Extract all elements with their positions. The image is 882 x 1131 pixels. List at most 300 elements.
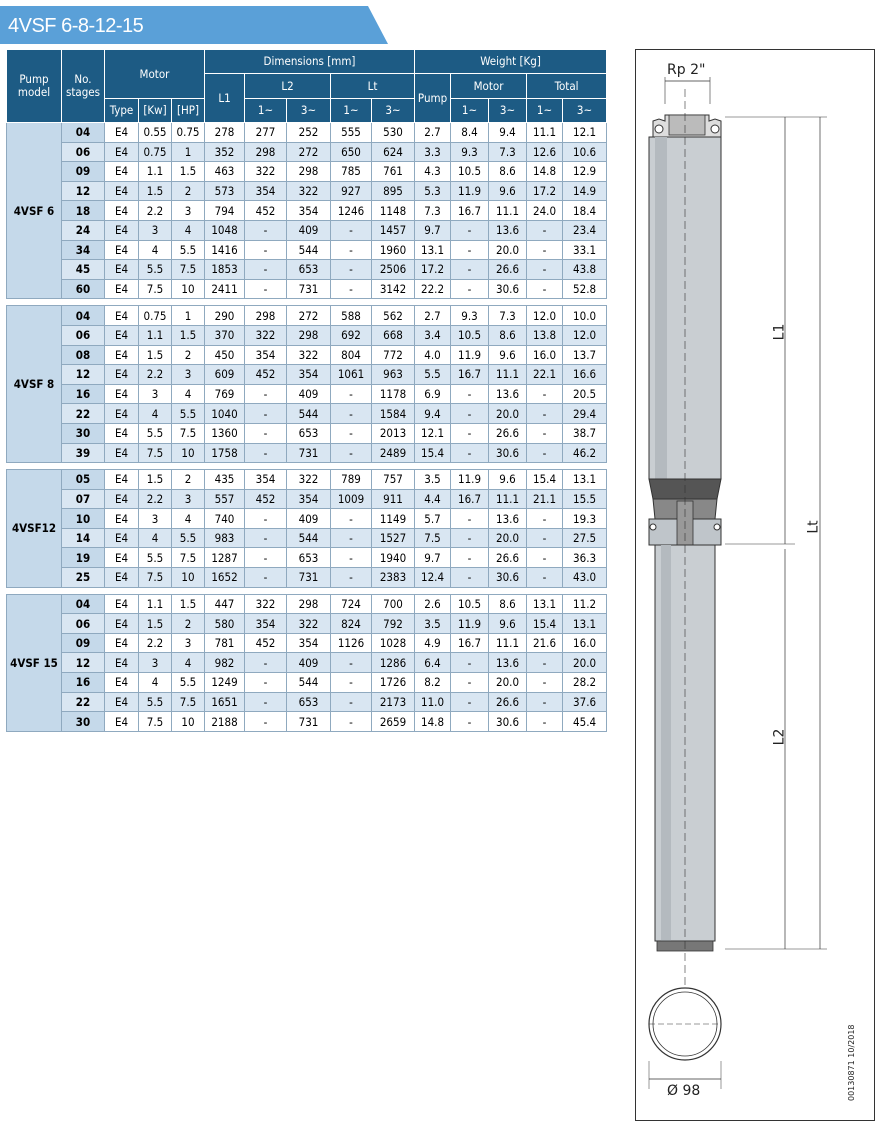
table-cell: - [245, 443, 287, 463]
header-total: Total [527, 74, 607, 99]
table-row [7, 423, 607, 443]
table-cell: 4 [139, 404, 172, 424]
table-cell: 298 [287, 162, 331, 182]
table-cell: - [331, 279, 372, 299]
pump-model-cell: 4VSF 15 [7, 594, 62, 731]
pump-model-cell: 4VSF12 [7, 470, 62, 588]
table-cell: - [245, 673, 287, 693]
table-cell: 983 [205, 528, 245, 548]
table-cell: 653 [287, 260, 331, 280]
table-cell: 10.5 [451, 325, 489, 345]
table-cell: 7.5 [172, 260, 205, 280]
table-cell: 1048 [205, 220, 245, 240]
stages-cell: 30 [62, 423, 105, 443]
table-cell: 16.7 [451, 633, 489, 653]
table-cell: 3 [139, 653, 172, 673]
table-cell: 1149 [372, 509, 415, 529]
table-cell: 8.6 [489, 325, 527, 345]
table-cell: E4 [105, 365, 139, 385]
table-cell: 16.6 [563, 365, 607, 385]
table-cell: 19.3 [563, 509, 607, 529]
table-cell: 13.6 [489, 384, 527, 404]
table-cell: 1527 [372, 528, 415, 548]
table-cell: 13.6 [489, 220, 527, 240]
table-cell: 45.4 [563, 712, 607, 732]
table-row [7, 345, 607, 365]
table-cell: 322 [287, 181, 331, 201]
table-cell: 4.9 [415, 633, 451, 653]
header-motor: Motor [105, 50, 205, 99]
table-cell: - [331, 548, 372, 568]
stages-cell: 04 [62, 123, 105, 143]
table-cell: 804 [331, 345, 372, 365]
table-cell: - [331, 443, 372, 463]
stages-cell: 09 [62, 633, 105, 653]
table-cell: 692 [331, 325, 372, 345]
table-cell: - [527, 443, 563, 463]
stages-cell: 45 [62, 260, 105, 280]
table-cell: 2 [172, 470, 205, 490]
separator-cell [7, 299, 607, 306]
table-cell: - [245, 548, 287, 568]
table-cell: 5.5 [139, 692, 172, 712]
table-cell: 354 [287, 365, 331, 385]
table-row [7, 384, 607, 404]
l2-label: L2 [771, 728, 788, 746]
header-dimensions: Dimensions [mm] [205, 50, 415, 74]
table-cell: 298 [245, 142, 287, 162]
table-cell: 10.6 [563, 142, 607, 162]
table-cell: 11.0 [415, 692, 451, 712]
table-cell: 26.6 [489, 692, 527, 712]
table-cell: 1028 [372, 633, 415, 653]
table-cell: 5.5 [172, 673, 205, 693]
stages-cell: 06 [62, 614, 105, 634]
table-row [7, 162, 607, 182]
table-cell: 580 [205, 614, 245, 634]
table-cell: 29.4 [563, 404, 607, 424]
table-cell: 13.1 [527, 594, 563, 614]
table-cell: 5.5 [172, 404, 205, 424]
table-cell: 43.8 [563, 260, 607, 280]
table-cell: 322 [287, 470, 331, 490]
header-l2-1ph: 1~ [245, 99, 287, 123]
table-cell: E4 [105, 692, 139, 712]
table-cell: 9.6 [489, 345, 527, 365]
table-cell: 30.6 [489, 568, 527, 588]
specification-table [6, 49, 607, 732]
table-header [7, 50, 607, 123]
table-cell: 3 [172, 633, 205, 653]
table-cell: E4 [105, 345, 139, 365]
stages-cell: 05 [62, 470, 105, 490]
table-cell: 13.1 [563, 614, 607, 634]
l1-label: L1 [771, 323, 788, 341]
stages-cell: 39 [62, 443, 105, 463]
table-cell: - [451, 692, 489, 712]
table-cell: 792 [372, 614, 415, 634]
table-cell: 2013 [372, 423, 415, 443]
table-cell: 354 [245, 470, 287, 490]
table-row [7, 181, 607, 201]
stages-cell: 08 [62, 345, 105, 365]
table-cell: 1287 [205, 548, 245, 568]
header-l2: L2 [245, 74, 331, 99]
table-cell: 2506 [372, 260, 415, 280]
table-cell: - [527, 509, 563, 529]
table-cell: E4 [105, 404, 139, 424]
table-cell: E4 [105, 325, 139, 345]
table-cell: 15.4 [527, 614, 563, 634]
table-cell: 0.55 [139, 123, 172, 143]
stages-cell: 12 [62, 181, 105, 201]
table-cell: 1 [172, 142, 205, 162]
stages-cell: 07 [62, 489, 105, 509]
table-cell: E4 [105, 220, 139, 240]
pump-model-cell: 4VSF 8 [7, 306, 62, 463]
table-cell: 13.1 [415, 240, 451, 260]
table-cell: 927 [331, 181, 372, 201]
stages-cell: 60 [62, 279, 105, 299]
table-cell: 2.2 [139, 489, 172, 509]
table-cell: 15.5 [563, 489, 607, 509]
table-cell: 11.1 [489, 633, 527, 653]
header-kw: [Kw] [139, 99, 172, 123]
table-cell: 30.6 [489, 712, 527, 732]
table-cell: 26.6 [489, 548, 527, 568]
table-cell: 573 [205, 181, 245, 201]
table-cell: - [245, 260, 287, 280]
table-cell: 3.4 [415, 325, 451, 345]
table-cell: - [527, 404, 563, 424]
table-cell: 1178 [372, 384, 415, 404]
table-cell: 18.4 [563, 201, 607, 221]
table-cell: 1286 [372, 653, 415, 673]
table-cell: 624 [372, 142, 415, 162]
table-cell: 36.3 [563, 548, 607, 568]
table-cell: 12.1 [563, 123, 607, 143]
table-cell: 530 [372, 123, 415, 143]
table-cell: 9.3 [451, 306, 489, 326]
table-cell: 1.1 [139, 162, 172, 182]
table-cell: 1040 [205, 404, 245, 424]
table-cell: 13.6 [489, 509, 527, 529]
table-cell: 9.7 [415, 548, 451, 568]
table-cell: - [451, 404, 489, 424]
table-cell: 272 [287, 142, 331, 162]
rp-label: Rp 2" [667, 62, 706, 78]
group-separator [7, 587, 607, 594]
table-cell: 9.3 [451, 142, 489, 162]
table-cell: - [331, 568, 372, 588]
table-cell: 354 [245, 181, 287, 201]
table-cell: 1.5 [172, 325, 205, 345]
table-cell: E4 [105, 614, 139, 634]
table-cell: 11.2 [563, 594, 607, 614]
lt-label: Lt [805, 520, 822, 534]
table-cell: 609 [205, 365, 245, 385]
table-cell: 3 [139, 509, 172, 529]
table-cell: - [245, 568, 287, 588]
table-cell: 354 [245, 345, 287, 365]
table-cell: - [527, 384, 563, 404]
table-cell: 5.5 [415, 365, 451, 385]
table-cell: 8.6 [489, 594, 527, 614]
table-cell: 731 [287, 279, 331, 299]
separator-cell [7, 463, 607, 470]
table-cell: 2.7 [415, 306, 451, 326]
table-cell: 653 [287, 692, 331, 712]
table-cell: 13.7 [563, 345, 607, 365]
header-type: Type [105, 99, 139, 123]
table-row [7, 594, 607, 614]
stages-cell: 04 [62, 306, 105, 326]
table-cell: 30.6 [489, 443, 527, 463]
stages-cell: 22 [62, 404, 105, 424]
table-cell: 544 [287, 528, 331, 548]
table-cell: 8.4 [451, 123, 489, 143]
table-cell: 20.0 [489, 673, 527, 693]
table-cell: 20.0 [489, 404, 527, 424]
table-cell: - [451, 509, 489, 529]
table-cell: 409 [287, 509, 331, 529]
table-cell: 30.6 [489, 279, 527, 299]
table-cell: - [331, 528, 372, 548]
table-cell: 463 [205, 162, 245, 182]
table-cell: - [451, 548, 489, 568]
table-cell: 911 [372, 489, 415, 509]
table-cell: 10 [172, 443, 205, 463]
table-cell: - [331, 712, 372, 732]
table-cell: 7.5 [172, 548, 205, 568]
table-cell: 781 [205, 633, 245, 653]
table-cell: - [527, 712, 563, 732]
page-title: 4VSF 6-8-12-15 [8, 15, 144, 37]
table-cell: - [331, 509, 372, 529]
table-cell: 1246 [331, 201, 372, 221]
table-cell: 9.7 [415, 220, 451, 240]
table-cell: 4.0 [415, 345, 451, 365]
table-cell: 3 [139, 384, 172, 404]
table-cell: 452 [245, 201, 287, 221]
table-cell: - [451, 443, 489, 463]
table-row [7, 142, 607, 162]
table-cell: 11.1 [489, 201, 527, 221]
table-cell: 12.0 [563, 325, 607, 345]
table-cell: 3.5 [415, 614, 451, 634]
table-cell: - [451, 220, 489, 240]
table-cell: 12.0 [527, 306, 563, 326]
table-cell: 9.4 [415, 404, 451, 424]
table-cell: 4 [172, 509, 205, 529]
stages-cell: 12 [62, 653, 105, 673]
table-cell: 10.5 [451, 594, 489, 614]
table-cell: - [245, 509, 287, 529]
table-cell: 16.7 [451, 365, 489, 385]
stages-cell: 06 [62, 142, 105, 162]
header-pump: Pump [415, 74, 451, 123]
table-cell: 3 [139, 220, 172, 240]
stages-cell: 04 [62, 594, 105, 614]
table-cell: 2 [172, 181, 205, 201]
header-lt-3ph: 3~ [372, 99, 415, 123]
stages-cell: 25 [62, 568, 105, 588]
table-cell: 1651 [205, 692, 245, 712]
table-row [7, 633, 607, 653]
table-cell: 731 [287, 568, 331, 588]
table-cell: 789 [331, 470, 372, 490]
table-cell: 2.6 [415, 594, 451, 614]
table-cell: E4 [105, 633, 139, 653]
table-cell: 7.5 [415, 528, 451, 548]
table-cell: 10.5 [451, 162, 489, 182]
table-cell: 963 [372, 365, 415, 385]
table-cell: 9.6 [489, 614, 527, 634]
table-cell: 2188 [205, 712, 245, 732]
table-cell: 13.6 [489, 653, 527, 673]
table-row [7, 365, 607, 385]
table-cell: 252 [287, 123, 331, 143]
table-cell: 20.0 [563, 653, 607, 673]
table-cell: 9.6 [489, 181, 527, 201]
table-cell: - [245, 712, 287, 732]
table-cell: 1940 [372, 548, 415, 568]
table-cell: 555 [331, 123, 372, 143]
header-l1: L1 [205, 74, 245, 123]
table-cell: - [245, 528, 287, 548]
table-cell: 20.0 [489, 240, 527, 260]
table-cell: 1009 [331, 489, 372, 509]
table-cell: 7.5 [139, 279, 172, 299]
table-cell: 23.4 [563, 220, 607, 240]
table-cell: 1360 [205, 423, 245, 443]
table-cell: 557 [205, 489, 245, 509]
table-cell: 740 [205, 509, 245, 529]
table-cell: 17.2 [415, 260, 451, 280]
pump-drawing [635, 49, 875, 1121]
table-cell: - [527, 653, 563, 673]
group-separator [7, 299, 607, 306]
table-cell: - [331, 220, 372, 240]
table-cell: 9.4 [489, 123, 527, 143]
table-cell: 43.0 [563, 568, 607, 588]
table-cell: 6.9 [415, 384, 451, 404]
table-cell: 1.5 [139, 470, 172, 490]
table-cell: 653 [287, 423, 331, 443]
table-row [7, 240, 607, 260]
table-cell: 447 [205, 594, 245, 614]
header-no-stages: No. stages [62, 50, 105, 123]
table-cell: 354 [287, 633, 331, 653]
table-cell: - [527, 279, 563, 299]
header-lt-1ph: 1~ [331, 99, 372, 123]
table-cell: 12.1 [415, 423, 451, 443]
table-cell: 352 [205, 142, 245, 162]
table-cell: - [245, 653, 287, 673]
table-cell: 562 [372, 306, 415, 326]
table-cell: - [451, 568, 489, 588]
table-cell: - [245, 692, 287, 712]
table-cell: E4 [105, 423, 139, 443]
table-cell: 14.9 [563, 181, 607, 201]
table-row [7, 220, 607, 240]
table-cell: 3.5 [415, 470, 451, 490]
table-cell: 278 [205, 123, 245, 143]
table-row [7, 306, 607, 326]
stages-cell: 16 [62, 673, 105, 693]
table-cell: 769 [205, 384, 245, 404]
table-cell: E4 [105, 201, 139, 221]
header-l2-3ph: 3~ [287, 99, 331, 123]
table-cell: 12.9 [563, 162, 607, 182]
table-cell: E4 [105, 653, 139, 673]
table-cell: 1758 [205, 443, 245, 463]
table-cell: 11.9 [451, 614, 489, 634]
stages-cell: 14 [62, 528, 105, 548]
table-row [7, 528, 607, 548]
table-cell: 7.3 [415, 201, 451, 221]
table-cell: 4 [139, 673, 172, 693]
table-cell: 3 [172, 489, 205, 509]
table-cell: 24.0 [527, 201, 563, 221]
table-cell: 354 [287, 489, 331, 509]
table-cell: 20.5 [563, 384, 607, 404]
table-cell: 5.5 [139, 260, 172, 280]
table-cell: 1652 [205, 568, 245, 588]
table-cell: E4 [105, 712, 139, 732]
table-cell: 544 [287, 404, 331, 424]
table-cell: - [451, 279, 489, 299]
table-cell: 1726 [372, 673, 415, 693]
table-cell: E4 [105, 306, 139, 326]
table-cell: 16.7 [451, 489, 489, 509]
table-cell: 2 [172, 614, 205, 634]
table-row [7, 692, 607, 712]
table-cell: E4 [105, 181, 139, 201]
table-cell: 1.5 [139, 181, 172, 201]
table-cell: 772 [372, 345, 415, 365]
table-row [7, 548, 607, 568]
table-cell: - [451, 260, 489, 280]
table-cell: - [331, 260, 372, 280]
table-cell: 11.9 [451, 470, 489, 490]
header-pump-model: Pump model [7, 50, 62, 123]
table-cell: 7.5 [172, 692, 205, 712]
table-cell: 452 [245, 489, 287, 509]
table-row [7, 260, 607, 280]
drawing-code: 00130871 10/2018 [847, 1024, 856, 1101]
table-cell: - [331, 692, 372, 712]
table-cell: 277 [245, 123, 287, 143]
table-cell: E4 [105, 123, 139, 143]
table-cell: 409 [287, 384, 331, 404]
table-cell: 3142 [372, 279, 415, 299]
table-cell: 354 [287, 201, 331, 221]
table-cell: 1126 [331, 633, 372, 653]
table-cell: E4 [105, 142, 139, 162]
table-cell: 2.2 [139, 201, 172, 221]
table-cell: 8.2 [415, 673, 451, 693]
table-cell: - [527, 673, 563, 693]
table-cell: 7.3 [489, 306, 527, 326]
table-cell: E4 [105, 260, 139, 280]
table-cell: 9.6 [489, 470, 527, 490]
table-cell: 1853 [205, 260, 245, 280]
table-cell: 12.6 [527, 142, 563, 162]
header-motor-1ph: 1~ [451, 99, 489, 123]
table-cell: 354 [245, 614, 287, 634]
table-cell: - [451, 423, 489, 443]
